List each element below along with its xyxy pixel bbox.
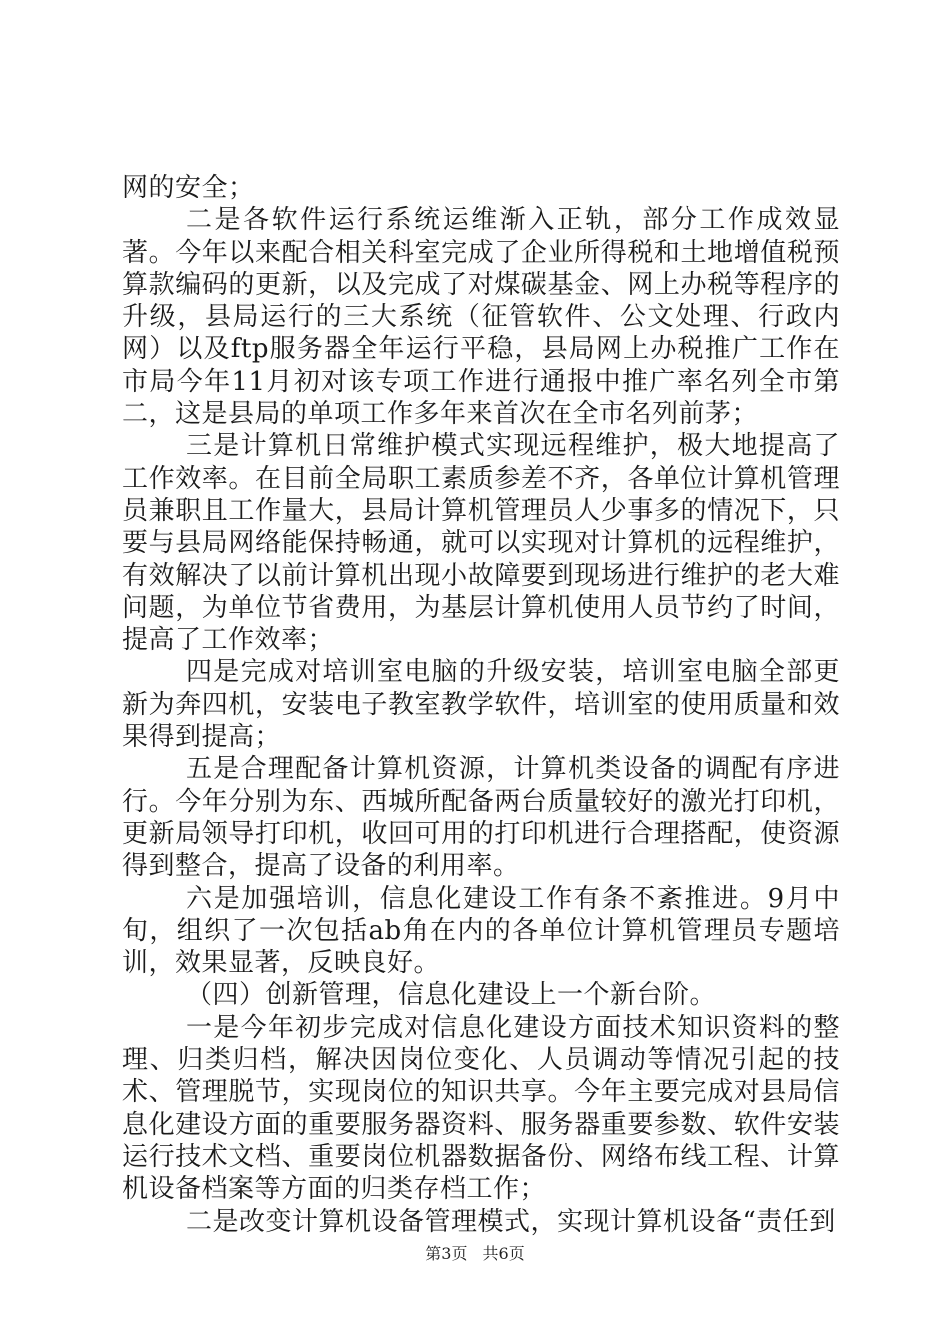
page-number: 第3页 xyxy=(425,1244,468,1263)
section-heading: （四）创新管理，信息化建设上一个新台阶。 xyxy=(186,980,717,1011)
paragraph-1: 网的安全； xyxy=(122,173,255,203)
page-total: 共6页 xyxy=(482,1244,525,1263)
paragraph-4: 四是完成对培训室电脑的升级安装，培训室电脑全部更新为奔四机，安装电子教室教学软件，培训室的使用质量和效果得到提高； xyxy=(122,657,840,753)
page-footer xyxy=(0,1241,950,1264)
paragraph-7: 一是今年初步完成对信息化建设方面技术知识资料的整理、归类归档，解决因岗位变化、人员调动等情况引起的技术、管理脱节，实现岗位的知识共享。今年主要完成对县局信息化建设方面的重要服务器资料、服务器重要参数、软件安装运行技术文档、重要岗位机器数据备份、网络布线工程、计算机设备档案等方面的归类存档工作； xyxy=(122,1012,840,1205)
paragraph-6: 六是加强培训，信息化建设工作有条不紊推进。9月中旬，组织了一次包括ab角在内的各单位计算机管理员专题培训，效果显著，反映良好。 xyxy=(122,883,840,979)
paragraph-8: 二是改变计算机设备管理模式，实现计算机设备“责任到 xyxy=(186,1206,836,1237)
paragraph-3: 三是计算机日常维护模式实现远程维护，极大地提高了工作效率。在目前全局职工素质参差不齐，各单位计算机管理员兼职且工作量大，县局计算机管理员人少事多的情况下，只要与县局网络能保持畅通，就可以实现对计算机的远程维护，有效解决了以前计算机出现小故障要到现场进行维护的老大难问题，为单位节省费用，为基层计算机使用人员节约了时间，提高了工作效率； xyxy=(122,431,840,656)
paragraph-5: 五是合理配备计算机资源，计算机类设备的调配有序进行。今年分别为东、西城所配备两台质量较好的激光打印机，更新局领导打印机，收回可用的打印机进行合理搭配，使资源得到整合，提高了设备的利用率。 xyxy=(122,754,840,882)
paragraph-2: 二是各软件运行系统运维渐入正轨，部分工作成效显著。今年以来配合相关科室完成了企业所得税和土地增值税预算款编码的更新，以及完成了对煤碳基金、网上办税等程序的升级，县局运行的三大系统（征管软件、公文处理、行政内网）以及ftp服务器全年运行平稳，县局网上办税推广工作在市局今年11月初对该专项工作进行通报中推广率名列全市第二，这是县局的单项工作多年来首次在全市名列前茅； xyxy=(122,205,840,430)
document-body xyxy=(122,172,840,1238)
